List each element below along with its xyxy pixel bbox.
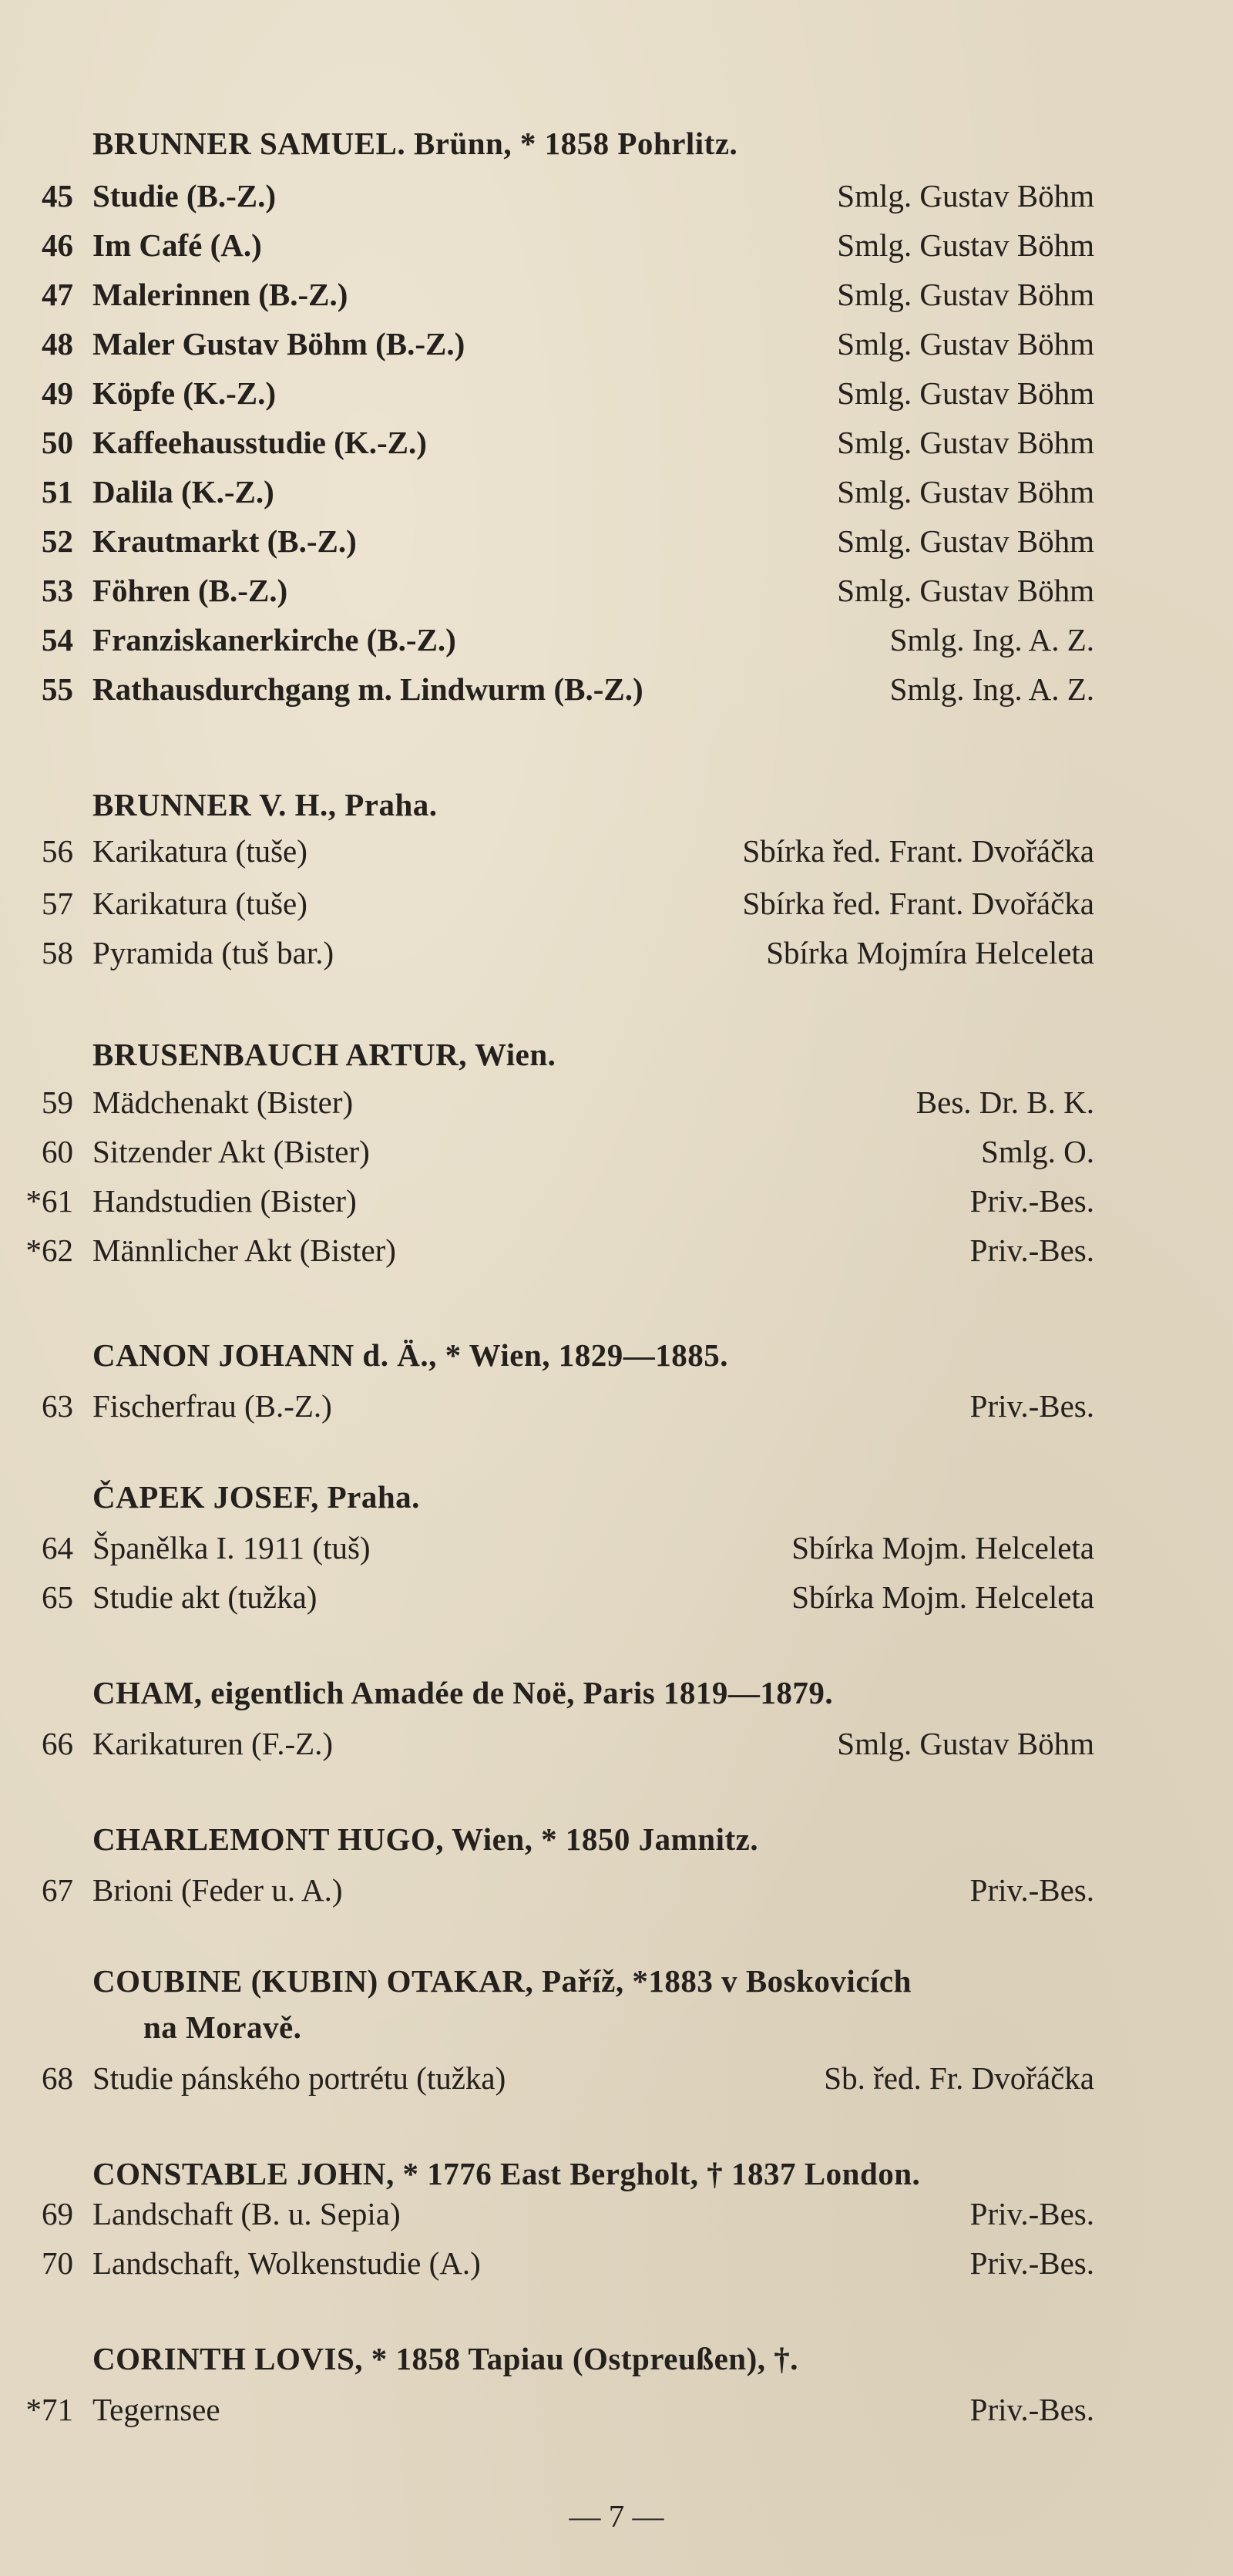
entry-number: 47	[42, 277, 73, 312]
artist-heading: BRUSENBAUCH ARTUR, Wien.	[92, 1037, 556, 1072]
catalogue-entry	[0, 566, 1233, 615]
artist-heading: CHAM, eigentlich Amadée de Noë, Paris 1819—1879.	[92, 1675, 834, 1710]
entry-title: Landschaft, Wolkenstudie (A.)	[92, 2245, 481, 2281]
entry-collection: Sbírka Mojm. Helceleta	[791, 1530, 1094, 1565]
entry-title: Landschaft (B. u. Sepia)	[92, 2196, 401, 2231]
catalogue-entry	[0, 270, 1233, 319]
artist-heading: CORINTH LOVIS, * 1858 Tapiau (Ostpreußen), †.	[92, 2341, 798, 2376]
entry-collection: Smlg. Ing. A. Z.	[889, 622, 1094, 657]
entry-collection: Smlg. Gustav Böhm	[837, 326, 1094, 362]
entry-number: 65	[42, 1579, 73, 1615]
entry-collection: Smlg. Gustav Böhm	[837, 375, 1094, 411]
catalogue-entry	[0, 2385, 1233, 2434]
entry-title: Maler Gustav Böhm (B.-Z.)	[92, 326, 465, 362]
entry-number: *62	[25, 1233, 73, 1268]
artist-heading-line1: COUBINE (KUBIN) OTAKAR, Paříž, *1883 v Boskovicích	[92, 1963, 912, 1999]
entry-number: 52	[42, 523, 73, 559]
entry-number: 64	[42, 1530, 73, 1565]
catalogue-entry	[0, 516, 1233, 566]
entry-title: Studie (B.-Z.)	[92, 178, 277, 214]
entry-number: 68	[42, 2060, 73, 2096]
artist-heading: BRUNNER SAMUEL. Brünn, * 1858 Pohrlitz.	[92, 126, 738, 161]
entry-number: 54	[42, 622, 73, 657]
entry-number: 70	[42, 2245, 73, 2281]
entry-number: 51	[42, 474, 73, 509]
catalogue-entry	[0, 1078, 1233, 1127]
catalogue-entry	[0, 220, 1233, 270]
catalogue-entry	[0, 1865, 1233, 1915]
catalogue-entry	[0, 2189, 1233, 2238]
entry-collection: Smlg. Gustav Böhm	[837, 178, 1094, 214]
entry-number: 66	[42, 1726, 73, 1761]
catalogue-entry	[0, 418, 1233, 467]
entry-title: Franziskanerkirche (B.-Z.)	[92, 622, 456, 657]
entry-title: Tegernsee	[92, 2392, 220, 2427]
entry-collection: Sbírka Mojm. Helceleta	[791, 1579, 1094, 1615]
catalogue-entry	[0, 171, 1233, 220]
entry-collection: Priv.-Bes.	[969, 1233, 1094, 1268]
entry-title: Rathausdurchgang m. Lindwurm (B.-Z.)	[92, 671, 643, 707]
page-number: — 7 —	[569, 2498, 664, 2534]
catalogue-entry	[0, 319, 1233, 368]
entry-collection: Priv.-Bes.	[969, 2392, 1094, 2427]
entry-collection: Smlg. Ing. A. Z.	[889, 671, 1094, 707]
entry-collection: Priv.-Bes.	[969, 1872, 1094, 1908]
artist-heading: BRUNNER V. H., Praha.	[92, 787, 438, 822]
artist-heading	[92, 1958, 1110, 2050]
entry-number: 59	[42, 1085, 73, 1120]
entry-collection: Sbírka řed. Frant. Dvořáčka	[742, 833, 1094, 869]
entry-title: Fischerfrau (B.-Z.)	[92, 1388, 332, 1424]
entry-collection: Priv.-Bes.	[969, 1388, 1094, 1424]
entry-number: 56	[42, 833, 73, 869]
entry-number: 48	[42, 326, 73, 362]
catalogue-entry	[0, 1176, 1233, 1226]
entry-title: Karikaturen (F.-Z.)	[92, 1726, 334, 1761]
catalogue-entry	[0, 826, 1233, 876]
entry-number: 58	[42, 935, 73, 970]
entry-number: 63	[42, 1388, 73, 1424]
entry-collection: Priv.-Bes.	[969, 1183, 1094, 1219]
catalogue-entry	[0, 615, 1233, 664]
entry-collection: Sbírka řed. Frant. Dvořáčka	[742, 886, 1094, 921]
entry-title: Dalila (K.-Z.)	[92, 474, 274, 509]
catalogue-entry	[0, 1523, 1233, 1572]
entry-collection: Bes. Dr. B. K.	[916, 1085, 1094, 1120]
entry-title: Španělka I. 1911 (tuš)	[92, 1530, 371, 1565]
catalogue-entry	[0, 1572, 1233, 1622]
entry-collection: Sbírka Mojmíra Helceleta	[766, 935, 1094, 970]
entry-number: *61	[25, 1183, 73, 1219]
artist-heading: CONSTABLE JOHN, * 1776 East Bergholt, † 1837 London.	[92, 2156, 921, 2191]
entry-title: Köpfe (K.-Z.)	[92, 375, 276, 411]
catalogue-entry	[0, 368, 1233, 418]
catalogue-entry	[0, 2053, 1233, 2103]
entry-number: 46	[42, 227, 73, 263]
entry-title: Mädchenakt (Bister)	[92, 1085, 354, 1120]
entry-number: 57	[42, 886, 73, 921]
entry-collection: Smlg. Gustav Böhm	[837, 474, 1094, 509]
catalogue-entry	[0, 2238, 1233, 2288]
entry-title: Sitzender Akt (Bister)	[92, 1134, 370, 1169]
entry-number: 55	[42, 671, 73, 707]
entry-number: 53	[42, 573, 73, 608]
artist-heading: CANON JOHANN d. Ä., * Wien, 1829—1885.	[92, 1337, 729, 1373]
entry-title: Kaffeehausstudie (K.-Z.)	[92, 425, 427, 460]
entry-title: Karikatura (tuše)	[92, 833, 307, 869]
artist-heading: CHARLEMONT HUGO, Wien, * 1850 Jamnitz.	[92, 1821, 759, 1857]
entry-title: Krautmarkt (B.-Z.)	[92, 523, 357, 559]
catalogue-entry	[0, 1381, 1233, 1431]
catalogue-entry	[0, 1226, 1233, 1275]
catalogue-entry	[0, 928, 1233, 977]
entry-title: Handstudien (Bister)	[92, 1183, 357, 1219]
entry-title: Pyramida (tuš bar.)	[92, 935, 334, 970]
entry-number: 60	[42, 1134, 73, 1169]
entry-collection: Smlg. Gustav Böhm	[837, 425, 1094, 460]
entry-number: 50	[42, 425, 73, 460]
entry-title: Studie pánského portrétu (tužka)	[92, 2060, 506, 2096]
entry-number: 67	[42, 1872, 73, 1908]
entry-collection: Smlg. Gustav Böhm	[837, 573, 1094, 608]
entry-title: Föhren (B.-Z.)	[92, 573, 288, 608]
entry-collection: Smlg. Gustav Böhm	[837, 1726, 1094, 1761]
entry-title: Karikatura (tuše)	[92, 886, 307, 921]
entry-collection: Smlg. Gustav Böhm	[837, 523, 1094, 559]
entry-number: 49	[42, 375, 73, 411]
catalogue-entry	[0, 1719, 1233, 1768]
artist-heading: ČAPEK JOSEF, Praha.	[92, 1479, 420, 1515]
entry-collection: Priv.-Bes.	[969, 2196, 1094, 2231]
entry-collection: Smlg. Gustav Böhm	[837, 227, 1094, 263]
entry-number: 45	[42, 178, 73, 214]
entry-number: *71	[25, 2392, 73, 2427]
catalogue-entry	[0, 879, 1233, 928]
catalogue-entry	[0, 467, 1233, 516]
entry-collection: Sb. řed. Fr. Dvořáčka	[824, 2060, 1094, 2096]
entry-collection: Smlg. Gustav Böhm	[837, 277, 1094, 312]
catalogue-entry	[0, 1127, 1233, 1176]
artist-heading-line2: na Moravě.	[143, 2009, 302, 2045]
entry-number: 69	[42, 2196, 73, 2231]
entry-title: Im Café (A.)	[92, 227, 262, 263]
entry-title: Malerinnen (B.-Z.)	[92, 277, 348, 312]
entry-collection: Priv.-Bes.	[969, 2245, 1094, 2281]
entry-title: Studie akt (tužka)	[92, 1579, 317, 1615]
entry-collection: Smlg. O.	[981, 1134, 1094, 1169]
catalogue-entry	[0, 664, 1233, 714]
entry-title: Männlicher Akt (Bister)	[92, 1233, 396, 1268]
entry-title: Brioni (Feder u. A.)	[92, 1872, 343, 1908]
